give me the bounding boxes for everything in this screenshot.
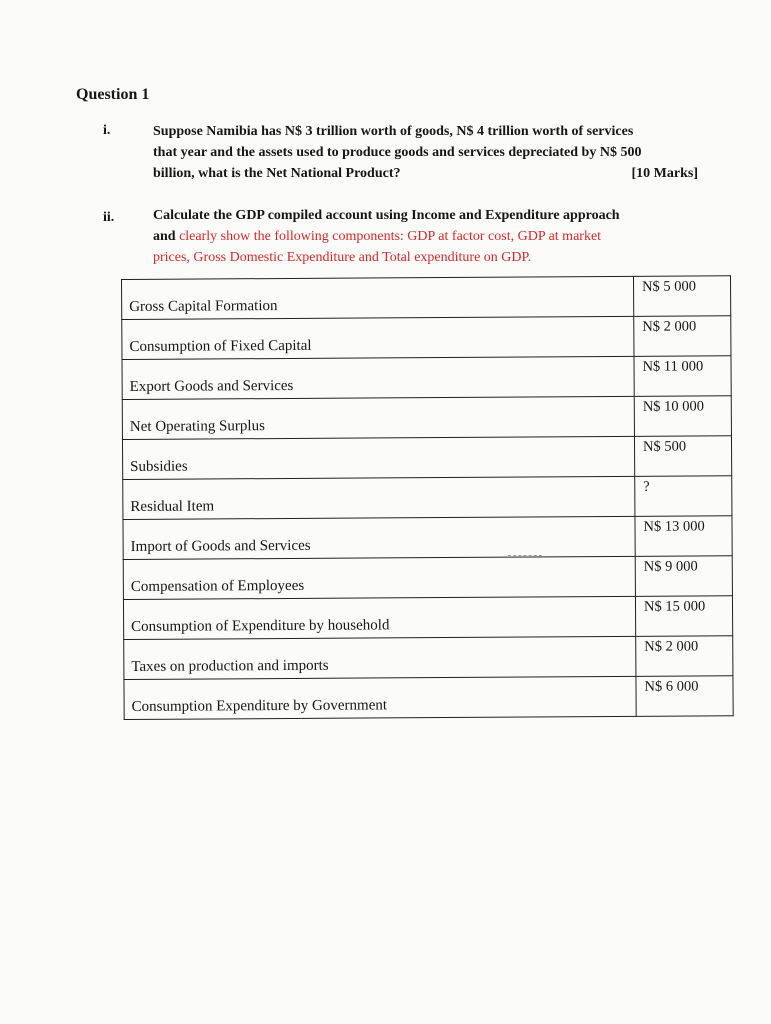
row-label: Net Operating Surplus bbox=[122, 396, 634, 439]
gdp-data-table-wrap bbox=[121, 279, 731, 720]
part-i-line-3-text: billion, what is the Net National Product? bbox=[153, 166, 401, 181]
question-heading: Question 1 bbox=[76, 86, 150, 103]
part-i-number: i. bbox=[103, 123, 111, 138]
gdp-table-body bbox=[122, 276, 734, 720]
part-i-marks: [10 Marks] bbox=[631, 166, 698, 181]
table-row bbox=[122, 316, 731, 360]
table-row bbox=[122, 356, 731, 400]
part-i-text bbox=[153, 121, 698, 184]
row-value: N$ 6 000 bbox=[636, 676, 733, 717]
row-label: Taxes on production and imports bbox=[124, 636, 636, 679]
part-ii-line-2-red: clearly show the following components: GDP at factor cost, GDP at market bbox=[179, 229, 602, 244]
row-value: N$ 500 bbox=[634, 436, 731, 477]
part-ii-line-2 bbox=[153, 226, 698, 247]
part-ii-text bbox=[153, 205, 698, 268]
row-value: N$ 11 000 bbox=[634, 356, 731, 397]
row-label: Gross Capital Formation bbox=[122, 276, 634, 319]
row-label: Compensation of Employees bbox=[123, 556, 635, 599]
gdp-data-table bbox=[121, 275, 734, 720]
row-value: N$ 10 000 bbox=[634, 396, 731, 437]
table-row bbox=[123, 596, 732, 640]
row-label: Residual Item bbox=[123, 476, 635, 519]
row-value: N$ 9 000 bbox=[635, 556, 732, 597]
part-ii-line-3-red: prices, Gross Domestic Expenditure and Total expenditure on GDP. bbox=[153, 250, 532, 265]
table-row bbox=[123, 516, 732, 560]
row-value: N$ 13 000 bbox=[635, 516, 732, 557]
table-row bbox=[123, 556, 732, 600]
row-value: ? bbox=[635, 476, 732, 517]
part-i-line-2: that year and the assets used to produce goods and services depreciated by N$ 500 bbox=[153, 145, 642, 160]
table-row bbox=[124, 636, 733, 680]
table-row bbox=[124, 676, 733, 720]
table-row bbox=[123, 476, 732, 520]
row-label: Consumption of Expenditure by household bbox=[123, 596, 635, 639]
row-label: Consumption Expenditure by Government bbox=[124, 676, 636, 719]
row-label: Subsidies bbox=[122, 436, 634, 479]
table-row bbox=[122, 396, 731, 440]
pen-mark bbox=[508, 555, 542, 557]
part-i-line-3 bbox=[153, 163, 698, 184]
part-ii-line-1: Calculate the GDP compiled account using Income and Expenditure approach bbox=[153, 208, 620, 223]
row-label: Consumption of Fixed Capital bbox=[122, 316, 634, 359]
row-value: N$ 5 000 bbox=[633, 276, 730, 317]
part-ii-number: ii. bbox=[103, 210, 115, 225]
row-value: N$ 2 000 bbox=[636, 636, 733, 677]
row-label: Export Goods and Services bbox=[122, 356, 634, 399]
row-label: Import of Goods and Services bbox=[123, 516, 635, 559]
row-value: N$ 15 000 bbox=[635, 596, 732, 637]
row-value: N$ 2 000 bbox=[634, 316, 731, 357]
table-row bbox=[122, 276, 731, 320]
part-ii-line-2-black: and bbox=[153, 229, 176, 244]
table-row bbox=[122, 436, 731, 480]
part-i-line-1: Suppose Namibia has N$ 3 trillion worth of goods, N$ 4 trillion worth of services bbox=[153, 124, 634, 139]
